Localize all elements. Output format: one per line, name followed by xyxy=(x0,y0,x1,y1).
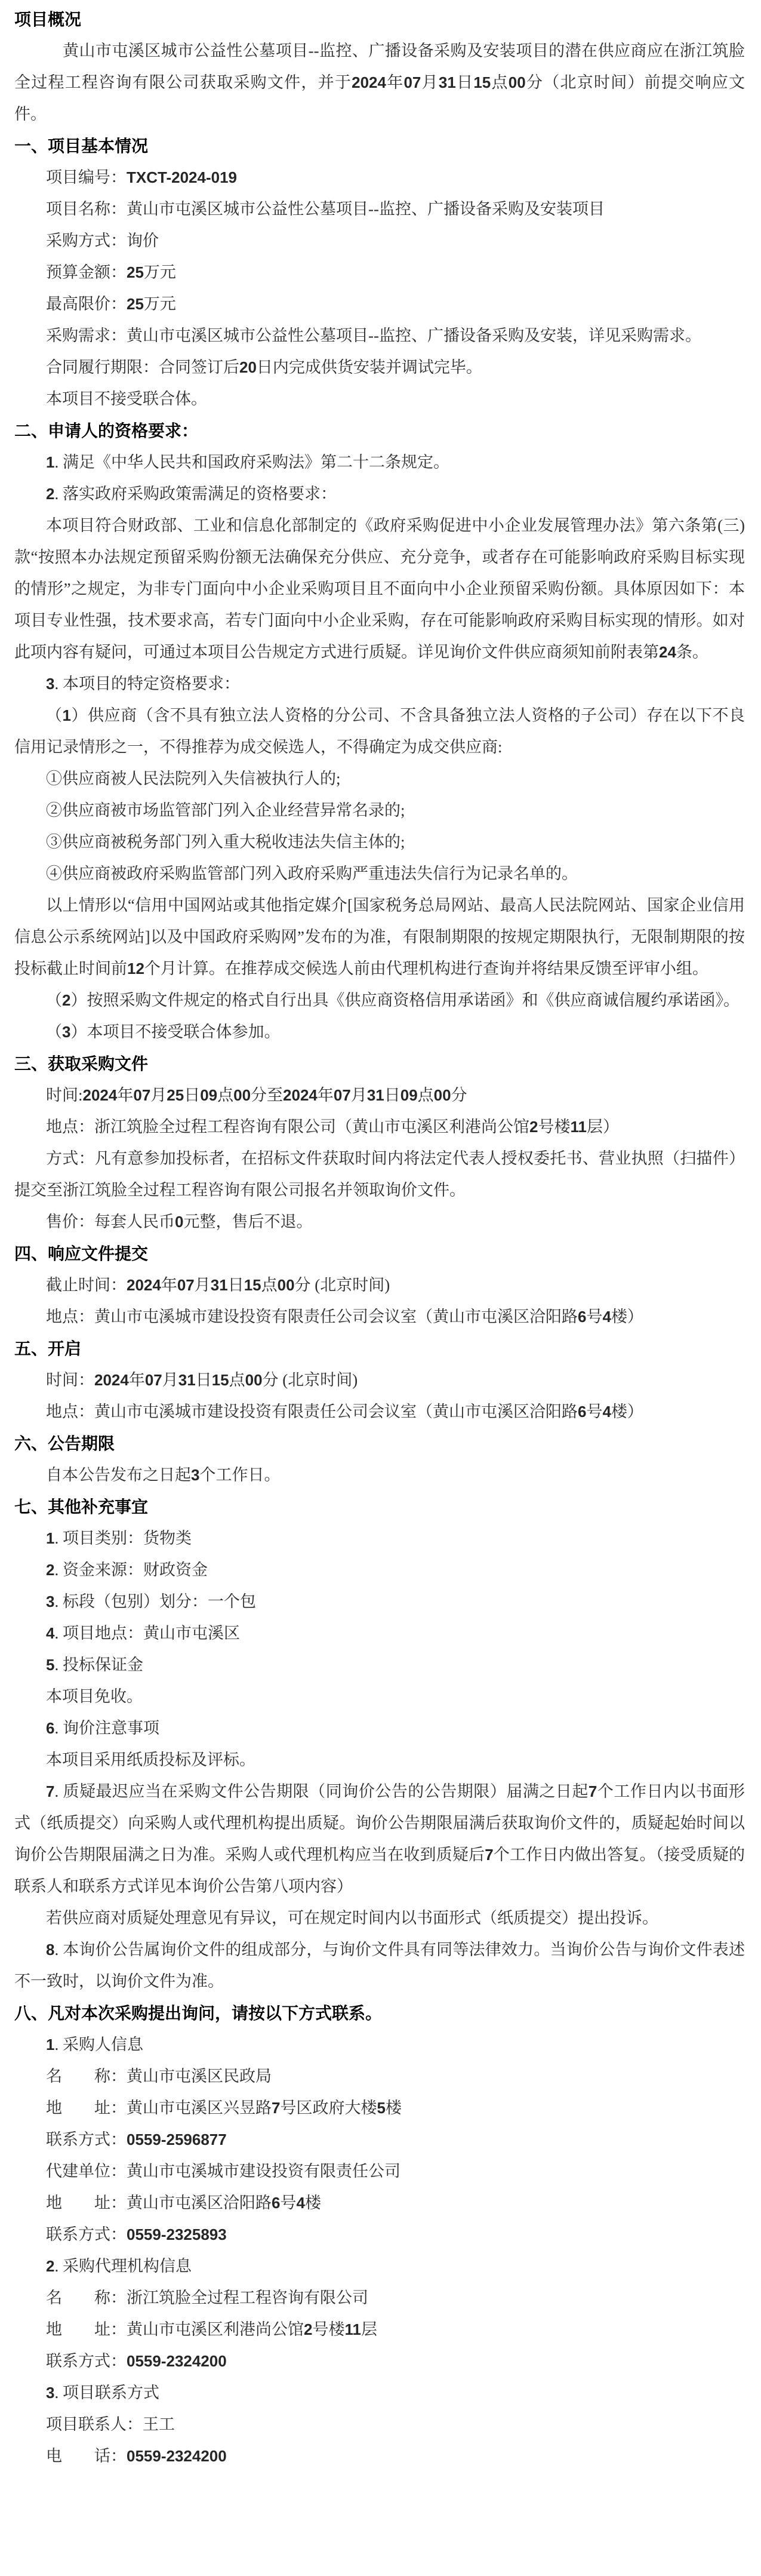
numeric-text: 6 xyxy=(272,2194,281,2212)
numeric-text: 5 xyxy=(46,1656,55,1674)
numeric-text: 07 xyxy=(333,1086,351,1104)
numeric-text: 15 xyxy=(244,1276,261,1294)
numeric-text: 0559-2324200 xyxy=(127,2352,227,2370)
numeric-text: 15 xyxy=(211,1371,229,1389)
paragraph: 1. 项目类别：货物类 xyxy=(46,1529,192,1547)
paragraph: ③供应商被税务部门列入重大税收违法失信主体的; xyxy=(46,833,405,851)
paragraph: 联系方式：0559-2596877 xyxy=(46,2131,227,2148)
paragraph: 黄山市屯溪区城市公益性公墓项目--监控、广播设备采购及安装项目的潜在供应商应在浙江筑脸全过程工程咨询有限公司获取采购文件，并于2024年07月31日15点00分（北京时间）前提交响应文件。 xyxy=(14,42,745,123)
numeric-text: 3 xyxy=(46,675,55,693)
paragraph: 3. 本项目的特定资格要求： xyxy=(46,675,240,693)
numeric-text: 07 xyxy=(403,73,421,91)
numeric-text: 4 xyxy=(602,1403,611,1421)
numeric-text: 5 xyxy=(377,2099,386,2117)
paragraph: 地 址：黄山市屯溪区洽阳路6号4楼 xyxy=(46,2194,321,2212)
numeric-text: 4 xyxy=(602,1308,611,1326)
numeric-text: 00 xyxy=(245,1371,263,1389)
paragraph: 自本公告发布之日起3个工作日。 xyxy=(46,1466,281,1484)
paragraph: 项目编号：TXCT-2024-019 xyxy=(46,168,237,186)
numeric-text: 3 xyxy=(191,1466,200,1484)
numeric-text: 2 xyxy=(62,991,71,1009)
numeric-text: 6 xyxy=(578,1308,587,1326)
paragraph: （2）按照采购文件规定的格式自行出具《供应商资格信用承诺函》和《供应商诚信履约承诺函》。 xyxy=(46,991,740,1009)
numeric-text: 07 xyxy=(133,1086,151,1104)
numeric-text: 2024 xyxy=(127,1276,161,1294)
numeric-text: 31 xyxy=(366,1086,384,1104)
paragraph: 8. 本询价公告属询价文件的组成部分，与询价文件具有同等法律效力。当询价公告与询价文件表述不一致时，以询价文件为准。 xyxy=(14,1941,745,1990)
section-heading: 六、公告期限 xyxy=(14,1434,115,1453)
paragraph: 售价：每套人民币0元整，售后不退。 xyxy=(46,1213,313,1231)
numeric-text: 25 xyxy=(167,1086,184,1104)
numeric-text: 7 xyxy=(588,1782,597,1800)
paragraph: ②供应商被市场监管部门列入企业经营异常名录的; xyxy=(46,801,405,819)
numeric-text: 11 xyxy=(344,2320,361,2338)
numeric-text: 0 xyxy=(175,1213,184,1231)
paragraph: 项目联系人：王工 xyxy=(46,2415,175,2433)
numeric-text: 09 xyxy=(400,1086,418,1104)
paragraph: （3）本项目不接受联合体参加。 xyxy=(46,1023,281,1041)
numeric-text: 0559-2325893 xyxy=(127,2225,227,2243)
numeric-text: 1 xyxy=(62,706,72,724)
numeric-text: 31 xyxy=(178,1371,196,1389)
numeric-text: 09 xyxy=(200,1086,218,1104)
numeric-text: 3 xyxy=(62,1023,71,1041)
paragraph: 以上情形以“信用中国网站或其他指定媒介[国家税务总局网站、最高人民法院网站、国家企业信用信息公示系统网站]以及中国政府采购网”发布的为准，有限制期限的按规定期限执行，无限制期限的按投标截止时间前12个月计算。在推荐成交候选人前由代理机构进行查询并将结果反馈至评审小组。 xyxy=(14,896,745,977)
paragraph: 本项目不接受联合体。 xyxy=(46,390,207,408)
numeric-text: 00 xyxy=(433,1086,451,1104)
numeric-text: 20 xyxy=(239,358,257,376)
document-title: 项目概况 xyxy=(14,10,82,29)
paragraph: 地点：浙江筑脸全过程工程咨询有限公司（黄山市屯溪区利港尚公馆2号楼11层） xyxy=(46,1118,619,1136)
numeric-text: 07 xyxy=(144,1371,162,1389)
numeric-text: 2 xyxy=(46,485,55,503)
numeric-text: 1 xyxy=(46,2036,55,2054)
numeric-text: 4 xyxy=(296,2194,305,2212)
numeric-text: 15 xyxy=(473,73,491,91)
section-heading: 七、其他补充事宜 xyxy=(14,1498,149,1516)
paragraph: 名 称：黄山市屯溪区民政局 xyxy=(46,2067,272,2085)
paragraph: 方式：凡有意参加投标者，在招标文件获取时间内将法定代表人授权委托书、营业执照（扫描件）提交至浙江筑脸全过程工程咨询有限公司报名并领取询价文件。 xyxy=(14,1149,745,1199)
paragraph: 地 址：黄山市屯溪区兴昱路7号区政府大楼5楼 xyxy=(46,2099,402,2117)
numeric-text: 07 xyxy=(177,1276,195,1294)
paragraph: 1. 采购人信息 xyxy=(46,2036,143,2054)
paragraph: 最高限价：25万元 xyxy=(46,295,176,313)
paragraph: 若供应商对质疑处理意见有异议，可在规定时间内以书面形式（纸质提交）提出投诉。 xyxy=(46,1909,658,1927)
numeric-text: 6 xyxy=(46,1719,55,1737)
paragraph: 时间:2024年07月25日09点00分至2024年07月31日09点00分 xyxy=(46,1086,467,1104)
section-heading: 二、申请人的资格要求： xyxy=(14,422,199,440)
paragraph: 1. 满足《中华人民共和国政府采购法》第二十二条规定。 xyxy=(46,453,449,471)
paragraph: 地 址：黄山市屯溪区利港尚公馆2号楼11层 xyxy=(46,2320,377,2338)
paragraph: 合同履行期限：合同签订后20日内完成供货安装并调试完毕。 xyxy=(46,358,482,376)
paragraph: 本项目符合财政部、工业和信息化部制定的《政府采购促进中小企业发展管理办法》第六条第(三)款“按照本办法规定预留采购份额无法确保充分供应、充分竞争，或者存在可能影响政府采购目标实现的情形”之规定，为非专门面向中小企业采购项目且不面向中小企业预留采购份额。具体原因如下：本项目专业性强，技术要求高，若专门面向中小企业采购，存在可能影响政府采购目标实现的情形。如对此项内容有疑问，可通过本项目公告规定方式进行质疑。详见询价文件供应商须知前附表第24条。 xyxy=(14,517,745,661)
numeric-text: 4 xyxy=(46,1624,55,1642)
numeric-text: 1 xyxy=(46,1529,55,1547)
paragraph: ①供应商被人民法院列入失信被执行人的; xyxy=(46,770,341,788)
paragraph: 2. 资金来源：财政资金 xyxy=(46,1561,208,1579)
numeric-text: 25 xyxy=(127,263,144,281)
numeric-text: 6 xyxy=(578,1403,587,1421)
section-heading: 五、开启 xyxy=(14,1339,82,1358)
paragraph: 代建单位：黄山市屯溪城市建设投资有限责任公司 xyxy=(46,2162,400,2180)
numeric-text: TXCT-2024-019 xyxy=(127,168,237,186)
paragraph: 电 话：0559-2324200 xyxy=(46,2447,227,2465)
numeric-text: 25 xyxy=(127,295,144,313)
paragraph: 2. 采购代理机构信息 xyxy=(46,2257,192,2275)
paragraph: （1）供应商（含不具有独立法人资格的分公司、不含具备独立法人资格的子公司）存在以下不良信用记录情形之一，不得推荐为成交候选人，不得确定为成交供应商: xyxy=(14,706,745,756)
paragraph: 地点：黄山市屯溪城市建设投资有限责任公司会议室（黄山市屯溪区洽阳路6号4楼） xyxy=(46,1403,643,1421)
numeric-text: 2024 xyxy=(94,1371,129,1389)
numeric-text: 2024 xyxy=(283,1086,318,1104)
paragraph: 6. 询价注意事项 xyxy=(46,1719,159,1737)
numeric-text: 2 xyxy=(46,1561,55,1579)
paragraph: 联系方式：0559-2324200 xyxy=(46,2352,227,2370)
numeric-text: 2 xyxy=(46,2257,55,2275)
numeric-text: 00 xyxy=(508,73,526,91)
section-heading: 三、获取采购文件 xyxy=(14,1055,149,1073)
section-heading: 八、凡对本次采购提出询问，请按以下方式联系。 xyxy=(14,2004,383,2022)
paragraph: 时间：2024年07月31日15点00分 (北京时间) xyxy=(46,1371,358,1389)
numeric-text: 00 xyxy=(233,1086,251,1104)
numeric-text: 0559-2324200 xyxy=(127,2447,227,2465)
section-heading: 一、项目基本情况 xyxy=(14,137,149,155)
paragraph: ④供应商被政府采购监管部门列入政府采购严重违法失信行为记录名单的。 xyxy=(46,865,578,883)
numeric-text: 12 xyxy=(127,960,144,977)
paragraph: 4. 项目地点：黄山市屯溪区 xyxy=(46,1624,240,1642)
numeric-text: 1 xyxy=(46,453,55,471)
paragraph: 7. 质疑最迟应当在采购文件公告期限（同询价公告的公告期限）届满之日起7个工作日内以书面形式（纸质提交）向采购人或代理机构提出质疑。询价公告期限届满后获取询价文件的，质疑起始时间以询价公告期限届满之日为准。采购人或代理机构应当在收到质疑后7个工作日内做出答复。（接受质疑的联系人和联系方式详见本询价公告第八项内容） xyxy=(14,1782,745,1895)
paragraph: 地点：黄山市屯溪城市建设投资有限责任公司会议室（黄山市屯溪区洽阳路6号4楼） xyxy=(46,1308,643,1326)
numeric-text: 2 xyxy=(304,2320,313,2338)
paragraph: 本项目采用纸质投标及评标。 xyxy=(46,1751,255,1769)
numeric-text: 3 xyxy=(46,1593,55,1610)
numeric-text: 11 xyxy=(570,1118,587,1136)
paragraph: 名 称：浙江筑脸全过程工程咨询有限公司 xyxy=(46,2289,368,2307)
paragraph: 3. 项目联系方式 xyxy=(46,2384,159,2402)
numeric-text: 7 xyxy=(485,1846,494,1864)
paragraph: 2. 落实政府采购政策需满足的资格要求： xyxy=(46,485,337,503)
numeric-text: 7 xyxy=(46,1782,55,1800)
numeric-text: 7 xyxy=(272,2099,281,2117)
numeric-text: 0559-2596877 xyxy=(127,2131,227,2148)
numeric-text: 31 xyxy=(210,1276,228,1294)
paragraph: 联系方式：0559-2325893 xyxy=(46,2225,227,2243)
numeric-text: 2024 xyxy=(352,73,386,91)
numeric-text: 8 xyxy=(46,1941,55,1959)
paragraph: 截止时间：2024年07月31日15点00分 (北京时间) xyxy=(46,1276,390,1294)
paragraph: 项目名称：黄山市屯溪区城市公益性公墓项目--监控、广播设备采购及安装项目 xyxy=(46,200,605,218)
section-heading: 四、响应文件提交 xyxy=(14,1244,149,1263)
paragraph: 采购方式：询价 xyxy=(46,232,159,250)
paragraph: 预算金额：25万元 xyxy=(46,263,176,281)
numeric-text: 31 xyxy=(438,73,456,91)
numeric-text: 2 xyxy=(529,1118,538,1136)
numeric-text: 00 xyxy=(277,1276,295,1294)
paragraph: 5. 投标保证金 xyxy=(46,1656,143,1674)
paragraph: 采购需求：黄山市屯溪区城市公益性公墓项目--监控、广播设备采购及安装，详见采购需求。 xyxy=(46,327,701,345)
paragraph: 3. 标段（包别）划分：一个包 xyxy=(46,1593,256,1610)
numeric-text: 2024 xyxy=(82,1086,118,1104)
paragraph: 本项目免收。 xyxy=(46,1687,143,1705)
numeric-text: 24 xyxy=(659,643,676,661)
numeric-text: 3 xyxy=(46,2384,55,2402)
